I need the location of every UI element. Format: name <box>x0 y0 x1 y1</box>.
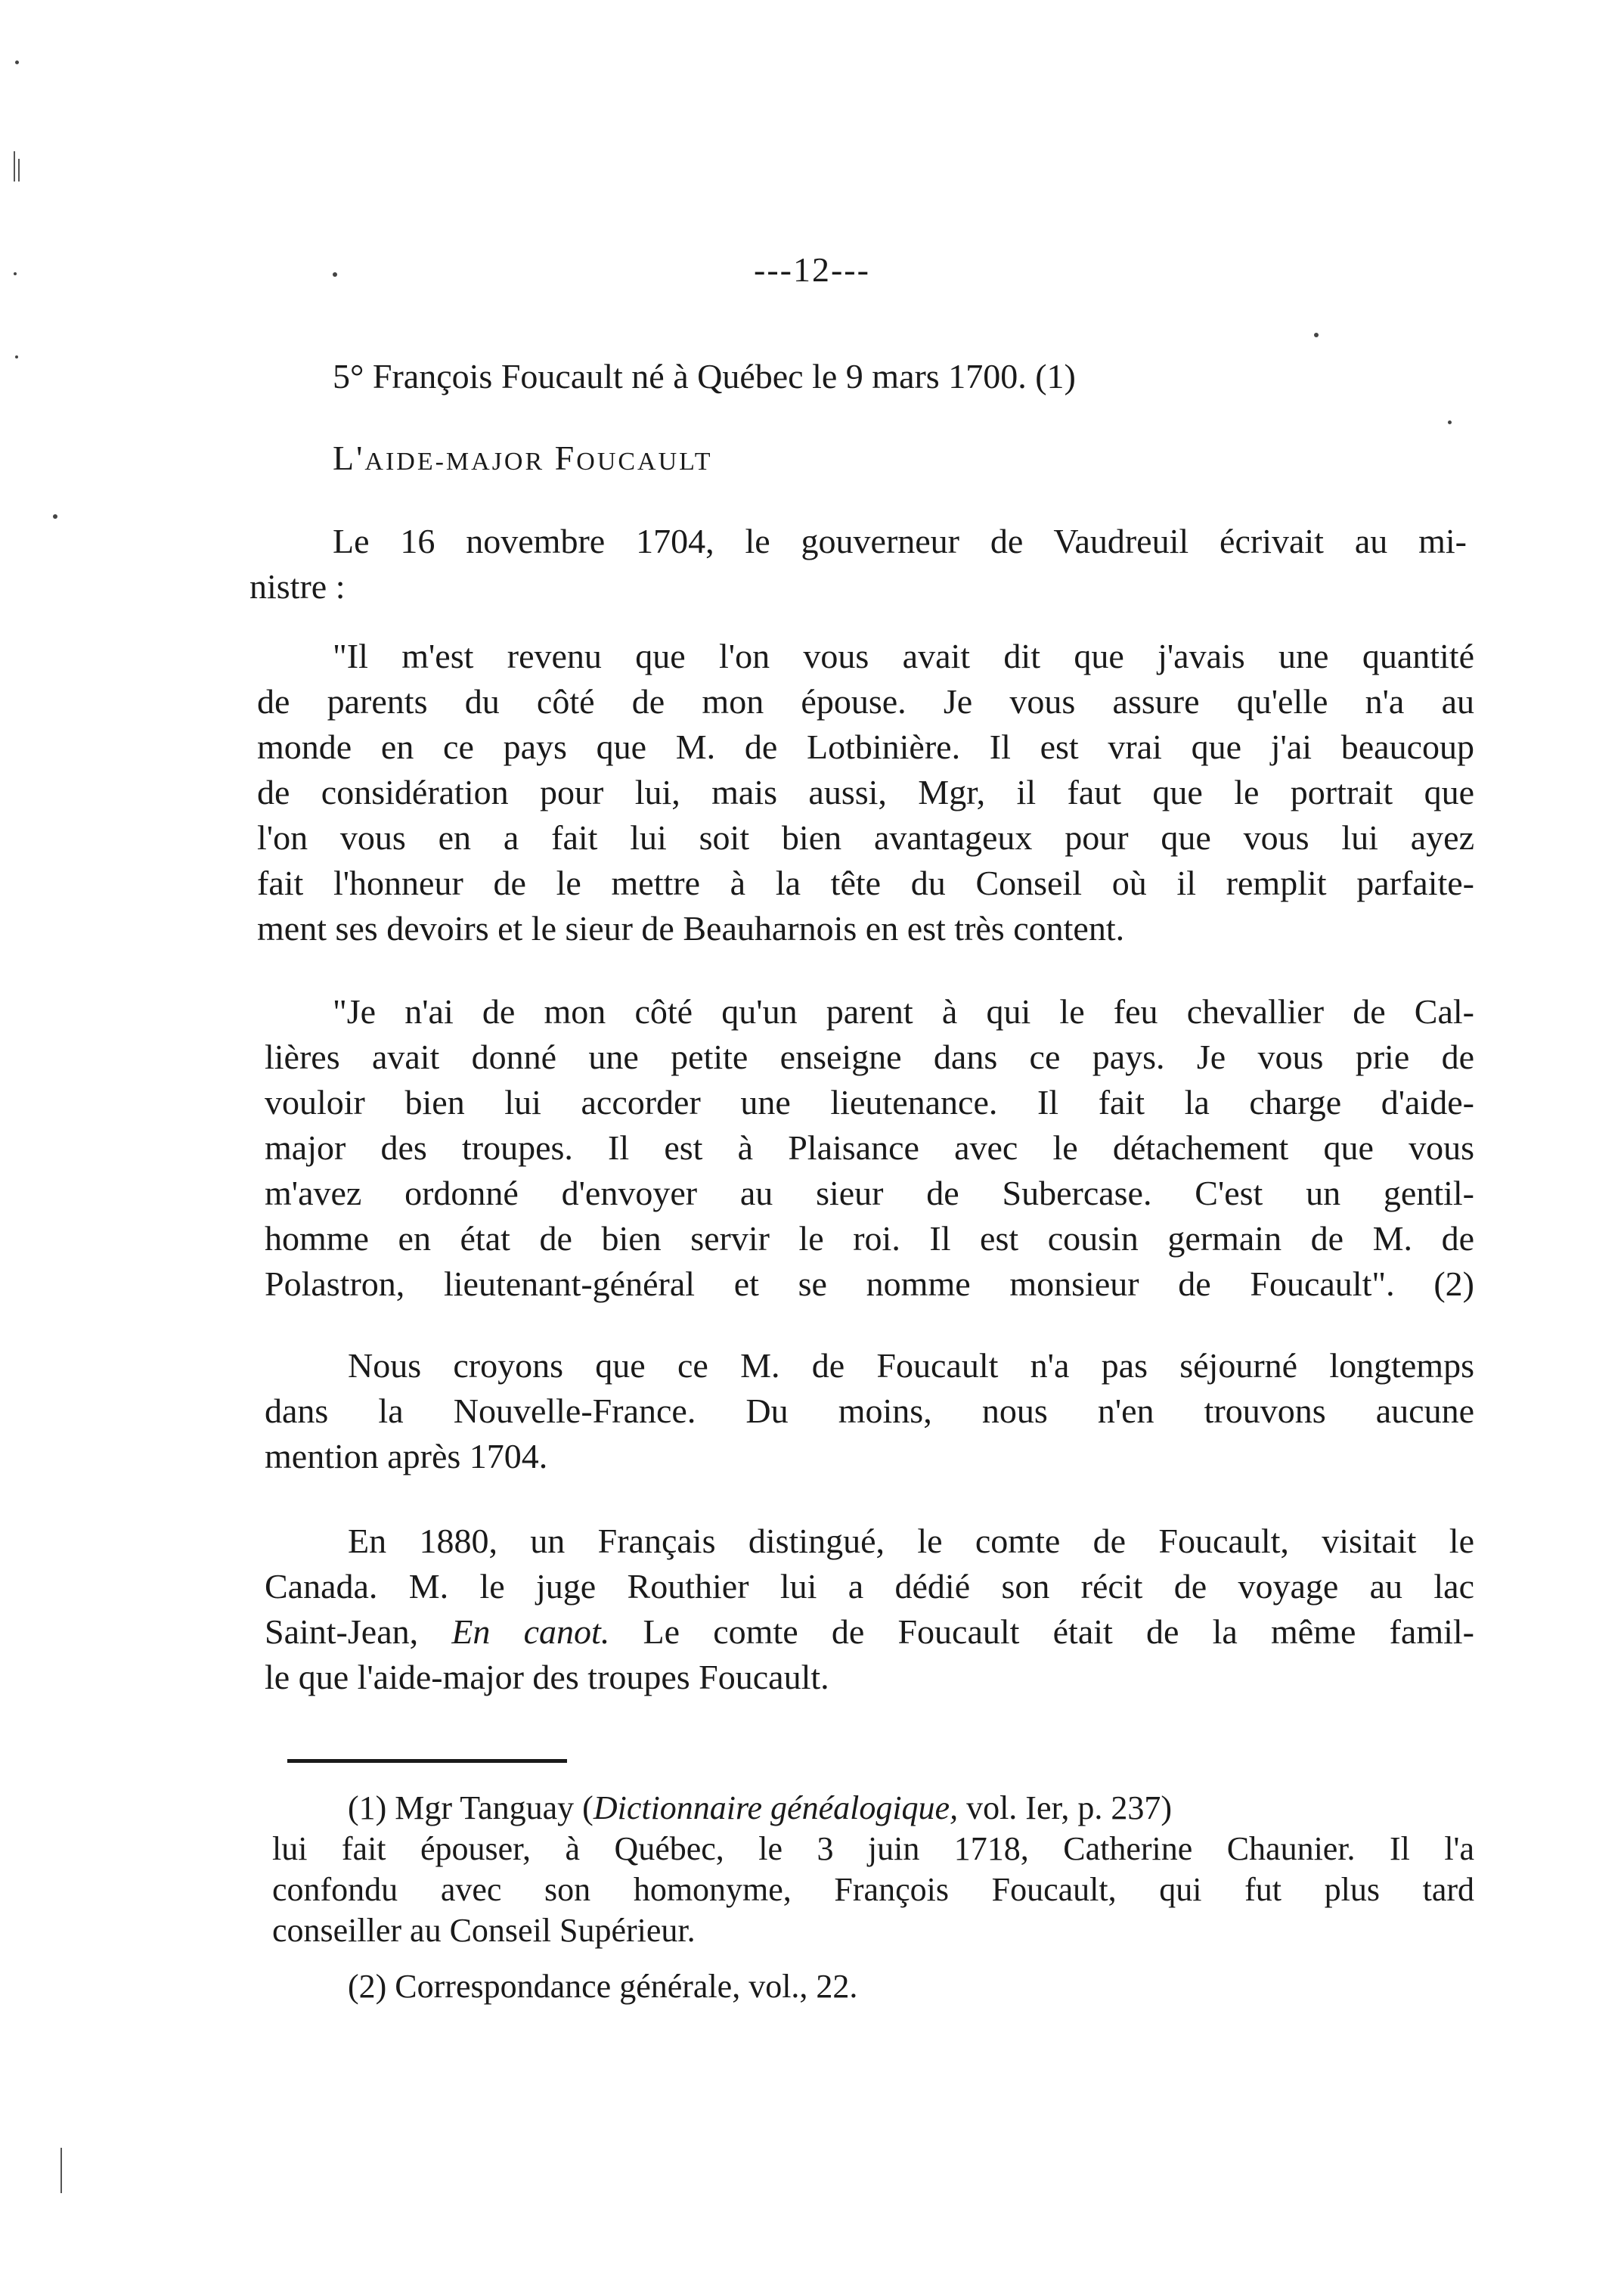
heading-part: AIDE-MAJOR <box>364 448 545 476</box>
footnote-divider <box>287 1759 567 1763</box>
scan-margin-mark <box>14 151 15 182</box>
paragraph-line: nistre : <box>249 567 346 606</box>
quote-line: m'avez ordonné d'envoyer au sieur de Subercase. C'est un gentil- <box>265 1174 1474 1212</box>
quote-line: major des troupes. Il est à Plaisance avec le détachement que vous <box>265 1128 1474 1167</box>
text-span: vol. Ier, p. 237) <box>958 1789 1173 1826</box>
text-span: Le comte de Foucault était de la même famil- <box>643 1612 1475 1651</box>
book-title: Dictionnaire généalogique, <box>593 1789 959 1826</box>
heading-part: L' <box>333 439 365 477</box>
footnote-line: conseiller au Conseil Supérieur. <box>272 1912 696 1949</box>
quote-line: Polastron, lieutenant-général et se nomme monsieur de Foucault". (2) <box>265 1264 1474 1303</box>
quote-line: fait l'honneur de le mettre à la tête du Conseil où il remplit parfaite- <box>257 864 1474 902</box>
scan-margin-mark <box>60 2148 62 2193</box>
quote-line: vouloir bien lui accorder une lieutenance. Il fait la charge d'aide- <box>265 1083 1474 1122</box>
heading-part: OUCAULT <box>576 448 713 476</box>
scan-speck <box>15 61 19 64</box>
quote-line: monde en ce pays que M. de Lotbinière. Il est vrai que j'ai beaucoup <box>257 728 1474 766</box>
footnote-line: confondu avec son homonyme, François Foucault, qui fut plus tard <box>272 1871 1474 1908</box>
scan-speck <box>1448 420 1452 424</box>
quote-line: de considération pour lui, mais aussi, Mgr, il faut que le portrait que <box>257 773 1474 811</box>
quote-line: lières avait donné une petite enseigne dans ce pays. Je vous prie de <box>265 1038 1474 1076</box>
quote-line: homme en état de bien servir le roi. Il est cousin germain de M. de <box>265 1219 1474 1258</box>
heading-part: F <box>554 439 577 477</box>
paragraph-line <box>265 1609 1474 1655</box>
page-number: ---12--- <box>754 250 870 289</box>
quote-line: "Il m'est revenu que l'on vous avait dit que j'avais une quantité <box>333 637 1474 675</box>
quote-line: de parents du côté de mon épouse. Je vous assure qu'elle n'a au <box>257 682 1474 721</box>
list-item-5: 5° François Foucault né à Québec le 9 mars 1700. (1) <box>333 357 1076 396</box>
quote-line: l'on vous en a fait lui soit bien avantageux pour que vous lui ayez <box>257 818 1474 857</box>
scan-speck <box>1314 333 1319 337</box>
footnote-line: lui fait épouser, à Québec, le 3 juin 1718, Catherine Chaunier. Il l'a <box>272 1830 1474 1867</box>
paragraph-line: Le 16 novembre 1704, le gouverneur de Vaudreuil écrivait au mi- <box>333 522 1467 560</box>
section-heading <box>333 436 713 485</box>
book-title: En canot. <box>451 1612 610 1651</box>
scan-speck <box>53 514 57 519</box>
scan-speck <box>15 355 18 358</box>
quote-line: "Je n'ai de mon côté qu'un parent à qui le feu chevallier de Cal- <box>333 992 1474 1031</box>
paragraph-line: Nous croyons que ce M. de Foucault n'a pas séjourné longtemps <box>348 1346 1474 1385</box>
footnote-line <box>348 1788 1172 1829</box>
paragraph-line: dans la Nouvelle-France. Du moins, nous n'en trouvons aucune <box>265 1392 1474 1430</box>
footnote-line: (2) Correspondance générale, vol., 22. <box>348 1968 858 2005</box>
paragraph-line: En 1880, un Français distingué, le comte de Foucault, visitait le <box>348 1522 1474 1560</box>
scan-margin-mark <box>18 159 20 182</box>
text-span: Saint-Jean, <box>265 1612 419 1651</box>
text-span: (1) Mgr Tanguay ( <box>348 1789 594 1826</box>
paragraph-line: le que l'aide-major des troupes Foucault. <box>265 1658 829 1696</box>
quote-line: ment ses devoirs et le sieur de Beauharnois en est très content. <box>257 909 1125 948</box>
paragraph-line: mention après 1704. <box>265 1437 548 1475</box>
paragraph-line: Canada. M. le juge Routhier lui a dédié son récit de voyage au lac <box>265 1567 1474 1606</box>
